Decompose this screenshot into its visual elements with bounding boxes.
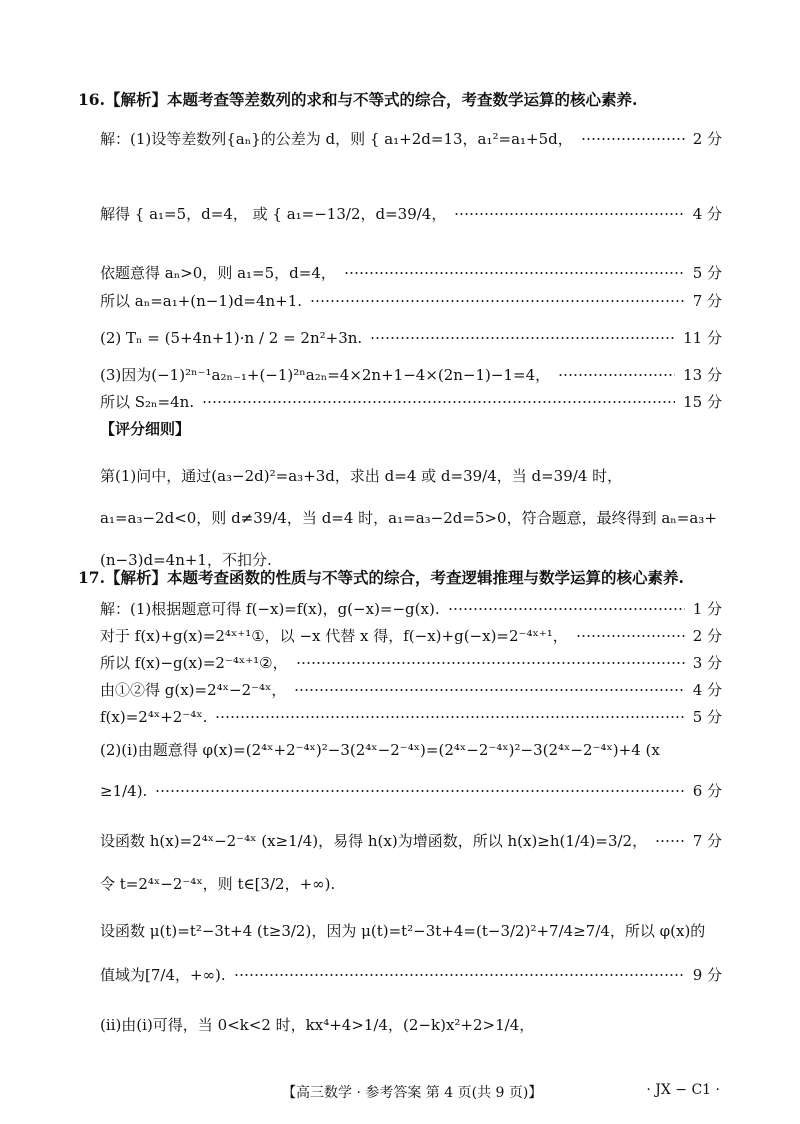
q17-line-4-points: 4 分 <box>692 681 722 699</box>
q17-part2-line-3 <box>100 830 722 851</box>
q17-line-2 <box>100 625 722 646</box>
q17-part2-line-5: 设函数 μ(t)=t²−3t+4 (t≥3/2)，因为 μ(t)=t²−3t+4=(t−3/2)²+7/4≥7/4，所以 φ(x)的 <box>100 922 706 940</box>
leader-dots <box>344 272 685 274</box>
q16-line-1-text: 解：(1)设等差数列{aₙ}的公差为 d，则 { a₁+2d=13，a₁²=a₁+5d， <box>100 130 573 148</box>
q17-part2-line-3-text: 设函数 h(x)=2⁴ˣ−2⁻⁴ˣ (x≥1/4)，易得 h(x)为增函数，所以 h(x)≥h(1/4)=3/2， <box>100 832 648 850</box>
q17-part2-line-2-points: 6 分 <box>692 782 722 800</box>
q16-line-7 <box>100 391 722 412</box>
q17-part2-line-4: 令 t=2⁴ˣ−2⁻⁴ˣ，则 t∈[3/2，+∞). <box>100 875 336 893</box>
q17-line-1 <box>100 598 722 619</box>
q17-line-4 <box>100 679 722 700</box>
q16-line-7-points: 15 分 <box>683 393 722 411</box>
q16-line-4 <box>100 290 722 311</box>
q16-rubric-text: 第(1)问中，通过(a₃−2d)²=a₃+3d，求出 d=4 或 d=39/4，当 d=39/4 时，a₁=a₃−2d<0，则 d≠39/4，当 d=4 时，a₁=a₃−2d=5>0，符合题意，最终得到 aₙ=a₃+(n−3)d=4n+1，不扣分. <box>100 467 717 569</box>
q16-line-6-points: 13 分 <box>683 366 722 384</box>
q17-line-2-points: 2 分 <box>692 627 722 645</box>
leader-dots <box>576 635 685 637</box>
q17-line-3-points: 3 分 <box>692 654 722 672</box>
q17-line-5-text: f(x)=2⁴ˣ+2⁻⁴ˣ. <box>100 707 208 726</box>
q17-line-4-text: 由①②得 g(x)=2⁴ˣ−2⁻⁴ˣ， <box>100 681 287 699</box>
q17-line-3-text: 所以 f(x)−g(x)=2⁻⁴ˣ⁺¹②， <box>100 654 288 672</box>
q17-heading: 17.【解析】本题考查函数的性质与不等式的综合，考查逻辑推理与数学运算的核心素养. <box>78 568 684 587</box>
leader-dots <box>655 840 685 842</box>
q17-part2-line-1: (2)(ⅰ)由题意得 φ(x)=(2⁴ˣ+2⁻⁴ˣ)²−3(2⁴ˣ−2⁻⁴ˣ)=(2⁴ˣ−2⁻⁴ˣ)²−3(2⁴ˣ−2⁻⁴ˣ)+4 (x <box>100 741 660 759</box>
q17-part2-line-6-points: 9 分 <box>692 966 722 984</box>
q16-line-1-points: 2 分 <box>692 130 722 148</box>
q16-line-6 <box>100 364 722 385</box>
q17-part2-line-2 <box>100 780 722 801</box>
q17-line-5 <box>100 706 722 727</box>
q17-part2-line-2-text: ≥1/4). <box>100 781 148 800</box>
leader-dots <box>581 138 685 140</box>
leader-dots <box>234 974 685 976</box>
leader-dots <box>558 374 675 376</box>
q16-line-4-text: 所以 aₙ=a₁+(n−1)d=4n+1. <box>100 292 303 310</box>
q17-part2-line-6-text: 值域为[7/4，+∞). <box>100 966 226 984</box>
q16-line-2-points: 4 分 <box>692 205 722 223</box>
q16-line-5 <box>100 327 722 348</box>
q16-line-1 <box>100 128 722 149</box>
q17-line-1-text: 解：(1)根据题意可得 f(−x)=f(x)，g(−x)=−g(x). <box>100 600 440 618</box>
q16-line-5-text: (2) Tₙ = (5+4n+1)·n / 2 = 2n²+3n. <box>100 328 363 347</box>
q16-line-2-text: 解得 { a₁=5，d=4， 或 { a₁=−13/2，d=39/4， <box>100 205 447 223</box>
q17-line-3 <box>100 652 722 673</box>
q16-line-4-points: 7 分 <box>692 292 722 310</box>
leader-dots <box>370 337 675 339</box>
leader-dots <box>448 608 685 610</box>
leader-dots <box>454 213 684 215</box>
footer-page-info: 【高三数学 · 参考答案 第 4 页(共 9 页)】 <box>282 1085 543 1101</box>
leader-dots <box>310 300 685 302</box>
q17-part2-line-7: (ⅱ)由(ⅰ)可得，当 0<k<2 时，kx⁴+4>1/4，(2−k)x²+2>1/4， <box>100 1016 535 1034</box>
q17-part2-line-6 <box>100 964 722 985</box>
q16-line-7-text: 所以 S₂ₙ=4n. <box>100 393 195 411</box>
q17-line-2-text: 对于 f(x)+g(x)=2⁴ˣ⁺¹①，以 −x 代替 x 得，f(−x)+g(−x)=2⁻⁴ˣ⁺¹， <box>100 627 568 645</box>
leader-dots <box>202 401 675 403</box>
q16-heading: 16.【解析】本题考查等差数列的求和与不等式的综合，考查数学运算的核心素养. <box>78 90 638 109</box>
q16-line-6-text: (3)因为(−1)²ⁿ⁻¹a₂ₙ₋₁+(−1)²ⁿa₂ₙ=4×2n+1−4×(2n−1)−1=4， <box>100 366 551 384</box>
q16-line-5-points: 11 分 <box>683 329 722 347</box>
q16-line-2 <box>100 203 722 224</box>
q16-line-3-text: 依题意得 aₙ>0，则 a₁=5，d=4， <box>100 264 336 282</box>
footer-code: · JX − C1 · <box>646 1082 720 1098</box>
q17-line-1-points: 1 分 <box>692 600 722 618</box>
q16-rubric-title: 【评分细则】 <box>100 420 191 438</box>
q17-part2-line-3-points: 7 分 <box>692 832 722 850</box>
q17-line-5-points: 5 分 <box>692 708 722 726</box>
leader-dots <box>215 716 684 718</box>
leader-dots <box>155 790 684 792</box>
leader-dots <box>294 689 684 691</box>
leader-dots <box>296 662 685 664</box>
q16-line-3-points: 5 分 <box>692 264 722 282</box>
q16-line-3 <box>100 262 722 283</box>
